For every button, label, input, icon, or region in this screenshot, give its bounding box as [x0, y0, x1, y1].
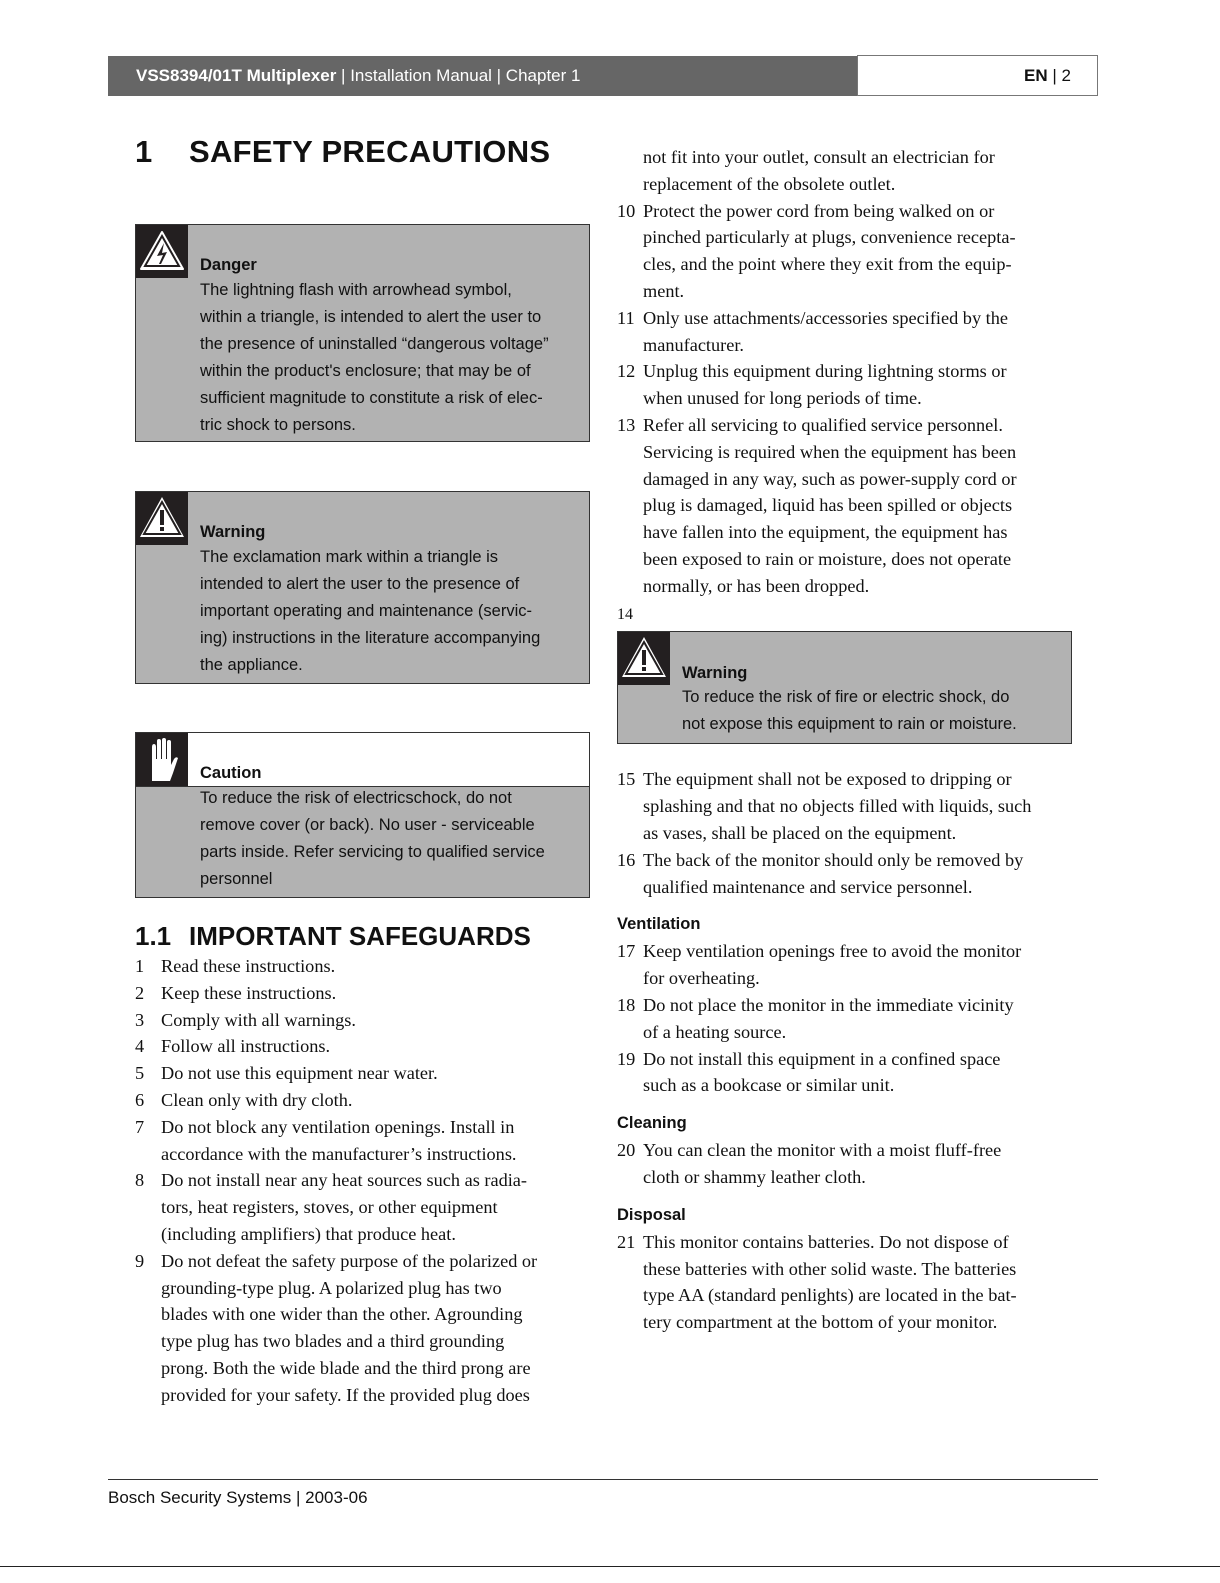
- danger-title: Danger: [200, 256, 257, 274]
- item-number: 8: [135, 1170, 145, 1191]
- item-text-line: such as a bookcase or similar unit.: [643, 1075, 895, 1096]
- exclamation-triangle-icon: [618, 632, 670, 685]
- lightning-triangle-icon: [136, 225, 188, 278]
- text-line: replacement of the obsolete outlet.: [643, 173, 896, 194]
- item-text-line: of a heating source.: [643, 1021, 787, 1042]
- list-item: [135, 1033, 537, 1060]
- item-text-line: splashing and that no objects filled with liquids, such: [643, 796, 1032, 817]
- item-text-line: Only use attachments/accessories specified by the: [643, 307, 1008, 328]
- text-line: personnel: [200, 870, 273, 888]
- item-text-line: Do not block any ventilation openings. Install in: [161, 1116, 515, 1137]
- list-item: [617, 1137, 1077, 1191]
- item-text-line: blades with one wider than the other. Agrounding: [161, 1304, 523, 1325]
- text-line: within a triangle, is intended to alert the user to: [200, 308, 542, 326]
- item-text-line: type AA (standard penlights) are located in the bat-: [643, 1285, 1017, 1306]
- caution-title: Caution: [200, 764, 262, 782]
- caution-text: [200, 785, 545, 893]
- exclamation-triangle-icon: [136, 492, 188, 545]
- list-item: [617, 412, 1077, 600]
- item-text-line: plug is damaged, liquid has been spilled or objects: [643, 495, 1013, 516]
- item-number: 12: [617, 361, 636, 382]
- header-subtitle: | Installation Manual | Chapter 1: [336, 66, 581, 85]
- item-text-line: Read these instructions.: [161, 956, 336, 976]
- list-item: [617, 938, 1077, 992]
- item-text-line: Do not install near any heat sources such as radia-: [161, 1170, 528, 1191]
- item-text-line: Do not place the monitor in the immediate vicinity: [643, 994, 1014, 1015]
- item-text-line: pinched particularly at plugs, convenience recepta-: [643, 227, 1016, 248]
- warning-text: [682, 684, 1017, 738]
- item-text-line: qualified maintenance and service personnel.: [643, 876, 973, 897]
- item-text-line: have fallen into the equipment, the equipment has: [643, 522, 1008, 543]
- product-name: VSS8394/01T Multiplexer: [136, 66, 337, 85]
- item-text-line: You can clean the monitor with a moist fluff-free: [643, 1140, 1002, 1161]
- item-number: 3: [135, 1009, 145, 1030]
- footer-text: Bosch Security Systems | 2003-06: [108, 1488, 368, 1507]
- chapter-title: SAFETY PRECAUTIONS: [189, 134, 551, 169]
- page-number: 2: [1061, 66, 1071, 85]
- running-header: [108, 56, 857, 96]
- fire-warning-notice: [617, 631, 1072, 744]
- caution-notice: [135, 732, 590, 898]
- item-number: 20: [617, 1140, 636, 1161]
- item-number: 17: [617, 941, 636, 962]
- item-text-line: Follow all instructions.: [161, 1036, 331, 1057]
- item-text-line: Servicing is required when the equipment has been: [643, 441, 1017, 462]
- item-text-line: for overheating.: [643, 968, 760, 989]
- item-text-line: accordance with the manufacturer’s instructions.: [161, 1143, 517, 1164]
- item-text-line: The back of the monitor should only be removed by: [643, 849, 1024, 870]
- item-number: 18: [617, 994, 636, 1015]
- chapter-heading: [135, 134, 550, 170]
- item-number: 15: [617, 769, 636, 790]
- list-item: [617, 1229, 1077, 1336]
- hand-stop-icon: [136, 733, 188, 786]
- safeguards-list-15-16: [617, 766, 1077, 900]
- item-number: 1: [135, 956, 145, 976]
- cleaning-heading: Cleaning: [617, 1114, 687, 1133]
- item-text-line: when unused for long periods of time.: [643, 388, 922, 409]
- text-line: The exclamation mark within a triangle is: [200, 548, 499, 566]
- item-text-line: been exposed to rain or moisture, does not operate: [643, 548, 1012, 569]
- item-text-line: manufacturer.: [643, 334, 745, 355]
- item-text-line: (including amplifiers) that produce heat.: [161, 1223, 456, 1244]
- item-text-line: provided for your safety. If the provided plug does: [161, 1384, 530, 1405]
- item-number: 19: [617, 1048, 636, 1069]
- item-text-line: cloth or shammy leather cloth.: [643, 1166, 866, 1187]
- item-text-line: Unplug this equipment during lightning storms or: [643, 361, 1007, 382]
- right-column: [617, 144, 1077, 1336]
- ventilation-heading: Ventilation: [617, 915, 701, 934]
- item-text-line: ment.: [643, 280, 685, 301]
- item-text-line: Refer all servicing to qualified service personnel.: [643, 414, 1003, 435]
- list-item: [617, 305, 1077, 359]
- list-item: [135, 980, 537, 1007]
- item-9-continuation: [617, 144, 1077, 198]
- item-text-line: This monitor contains batteries. Do not dispose of: [643, 1231, 1009, 1252]
- text-line: The lightning flash with arrowhead symbol,: [200, 281, 512, 299]
- danger-text: [200, 277, 549, 439]
- item-text-line: Keep ventilation openings free to avoid the monitor: [643, 941, 1022, 962]
- list-item: [617, 992, 1077, 1046]
- disposal-heading: Disposal: [617, 1205, 686, 1224]
- text-line: the presence of uninstalled “dangerous voltage”: [200, 335, 549, 353]
- ventilation-list: [617, 938, 1077, 1099]
- text-line: tric shock to persons.: [200, 416, 356, 434]
- list-item: [135, 1114, 537, 1168]
- safeguards-list-10-13: [617, 198, 1077, 600]
- section-number: 1.1: [135, 921, 172, 951]
- item-text-line: The equipment shall not be exposed to dripping or: [643, 769, 1012, 790]
- list-item: [135, 953, 537, 980]
- item-text-line: Do not use this equipment near water.: [161, 1063, 438, 1084]
- danger-notice: [135, 224, 590, 442]
- item-text-line: Protect the power cord from being walked on or: [643, 200, 995, 221]
- warning-title: Warning: [682, 664, 748, 683]
- text-line: sufficient magnitude to constitute a risk of elec-: [200, 389, 543, 407]
- warning-title: Warning: [200, 523, 266, 541]
- item-number: 4: [135, 1036, 145, 1057]
- item-number: 7: [135, 1116, 145, 1137]
- item-number: 5: [135, 1063, 145, 1084]
- item-number: 10: [617, 200, 636, 221]
- text-line: remove cover (or back). No user - serviceable: [200, 816, 535, 834]
- text-line: To reduce the risk of electricschock, do not: [200, 789, 512, 807]
- list-item: [135, 1087, 537, 1114]
- item-text-line: Do not install this equipment in a confined space: [643, 1048, 1001, 1069]
- list-item: [617, 358, 1077, 412]
- list-item: [617, 198, 1077, 305]
- item-text-line: type plug has two blades and a third grounding: [161, 1331, 505, 1352]
- list-item: [617, 1046, 1077, 1100]
- item-text-line: damaged in any way, such as power-supply cord or: [643, 468, 1017, 489]
- item-text-line: prong. Both the wide blade and the third prong are: [161, 1357, 531, 1378]
- item-text-line: grounding-type plug. A polarized plug has two: [161, 1277, 502, 1298]
- left-safeguards-list: [135, 953, 537, 1409]
- warning-text: [200, 544, 540, 679]
- item-text-line: cles, and the point where they exit from the equip-: [643, 254, 1012, 275]
- item-number: 21: [617, 1231, 636, 1252]
- chapter-number: 1: [135, 134, 153, 169]
- section-title: IMPORTANT SAFEGUARDS: [189, 921, 531, 951]
- item-text-line: tors, heat registers, stoves, or other equipment: [161, 1197, 498, 1218]
- text-line: not expose this equipment to rain or moisture.: [682, 715, 1017, 734]
- disposal-list: [617, 1229, 1077, 1336]
- item-text-line: Do not defeat the safety purpose of the polarized or: [161, 1250, 538, 1271]
- list-item: [135, 1248, 537, 1409]
- list-item: [617, 847, 1077, 901]
- item-text-line: as vases, shall be placed on the equipment.: [643, 822, 957, 843]
- list-item: [135, 1167, 537, 1247]
- text-line: important operating and maintenance (servic-: [200, 602, 533, 620]
- list-item: [135, 1060, 537, 1087]
- page-indicator: EN | 2: [857, 55, 1098, 96]
- text-line: the appliance.: [200, 656, 303, 674]
- footer-divider: [108, 1479, 1098, 1480]
- text-line: ing) instructions in the literature accompanying: [200, 629, 541, 647]
- cleaning-list: [617, 1137, 1077, 1191]
- language-code: EN: [1024, 66, 1048, 85]
- item-14-number: 14: [617, 605, 633, 623]
- item-text-line: Clean only with dry cloth.: [161, 1089, 353, 1110]
- text-line: not fit into your outlet, consult an electrician for: [643, 147, 995, 167]
- item-number: 16: [617, 849, 636, 870]
- item-text-line: Comply with all warnings.: [161, 1009, 356, 1030]
- list-item: [135, 1007, 537, 1034]
- item-number: 2: [135, 982, 145, 1003]
- item-number: 13: [617, 414, 636, 435]
- item-text-line: tery compartment at the bottom of your monitor.: [643, 1312, 998, 1333]
- list-item: [617, 766, 1077, 846]
- item-number: 9: [135, 1250, 145, 1271]
- section-heading: [135, 921, 531, 952]
- text-line: intended to alert the user to the presence of: [200, 575, 520, 593]
- item-text-line: these batteries with other solid waste. The batteries: [643, 1258, 1017, 1279]
- warning-notice: [135, 491, 590, 684]
- item-number: 6: [135, 1089, 145, 1110]
- text-line: within the product's enclosure; that may be of: [200, 362, 531, 380]
- item-text-line: normally, or has been dropped.: [643, 575, 870, 596]
- text-line: parts inside. Refer servicing to qualified service: [200, 843, 545, 861]
- text-line: To reduce the risk of fire or electric shock, do: [682, 688, 1010, 707]
- page-bottom-edge: [0, 1566, 1220, 1567]
- item-text-line: Keep these instructions.: [161, 982, 337, 1003]
- item-number: 11: [617, 307, 635, 328]
